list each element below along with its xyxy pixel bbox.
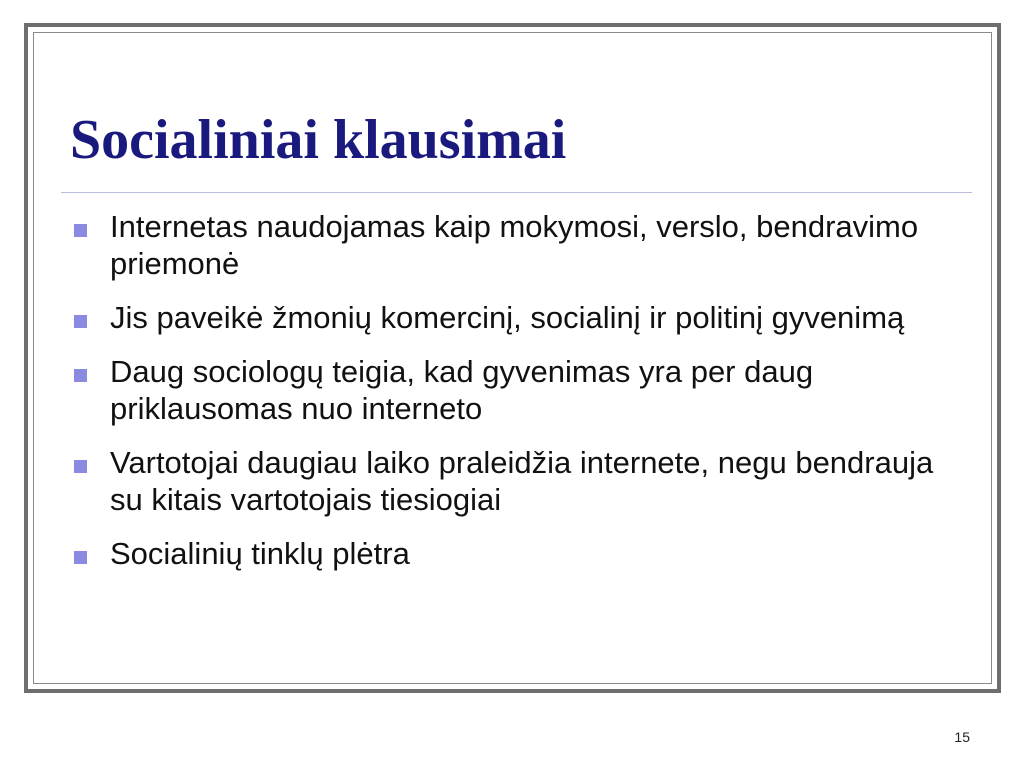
bullet-item <box>70 444 970 518</box>
square-bullet-icon <box>74 551 87 564</box>
square-bullet-icon <box>74 369 87 382</box>
bullet-text: Internetas naudojamas kaip mokymosi, verslo, bendravimo priemonė <box>110 209 919 281</box>
bullet-item <box>70 353 970 427</box>
bullet-text: Socialinių tinklų plėtra <box>110 536 410 571</box>
slide-title: Socialiniai klausimai <box>70 109 567 171</box>
square-bullet-icon <box>74 224 87 237</box>
title-divider <box>61 192 972 193</box>
bullet-text: Jis paveikė žmonių komercinį, socialinį ir politinį gyvenimą <box>110 300 905 335</box>
bullet-text: Vartotojai daugiau laiko praleidžia internete, negu bendrauja su kitais vartotojais tiesiogiai <box>110 445 934 517</box>
square-bullet-icon <box>74 460 87 473</box>
square-bullet-icon <box>74 315 87 328</box>
bullet-item <box>70 208 970 282</box>
bullet-list <box>70 208 970 589</box>
bullet-text: Daug sociologų teigia, kad gyvenimas yra per daug priklausomas nuo interneto <box>110 354 814 426</box>
bullet-item <box>70 299 970 336</box>
page-number: 15 <box>954 729 970 745</box>
bullet-item <box>70 535 970 572</box>
